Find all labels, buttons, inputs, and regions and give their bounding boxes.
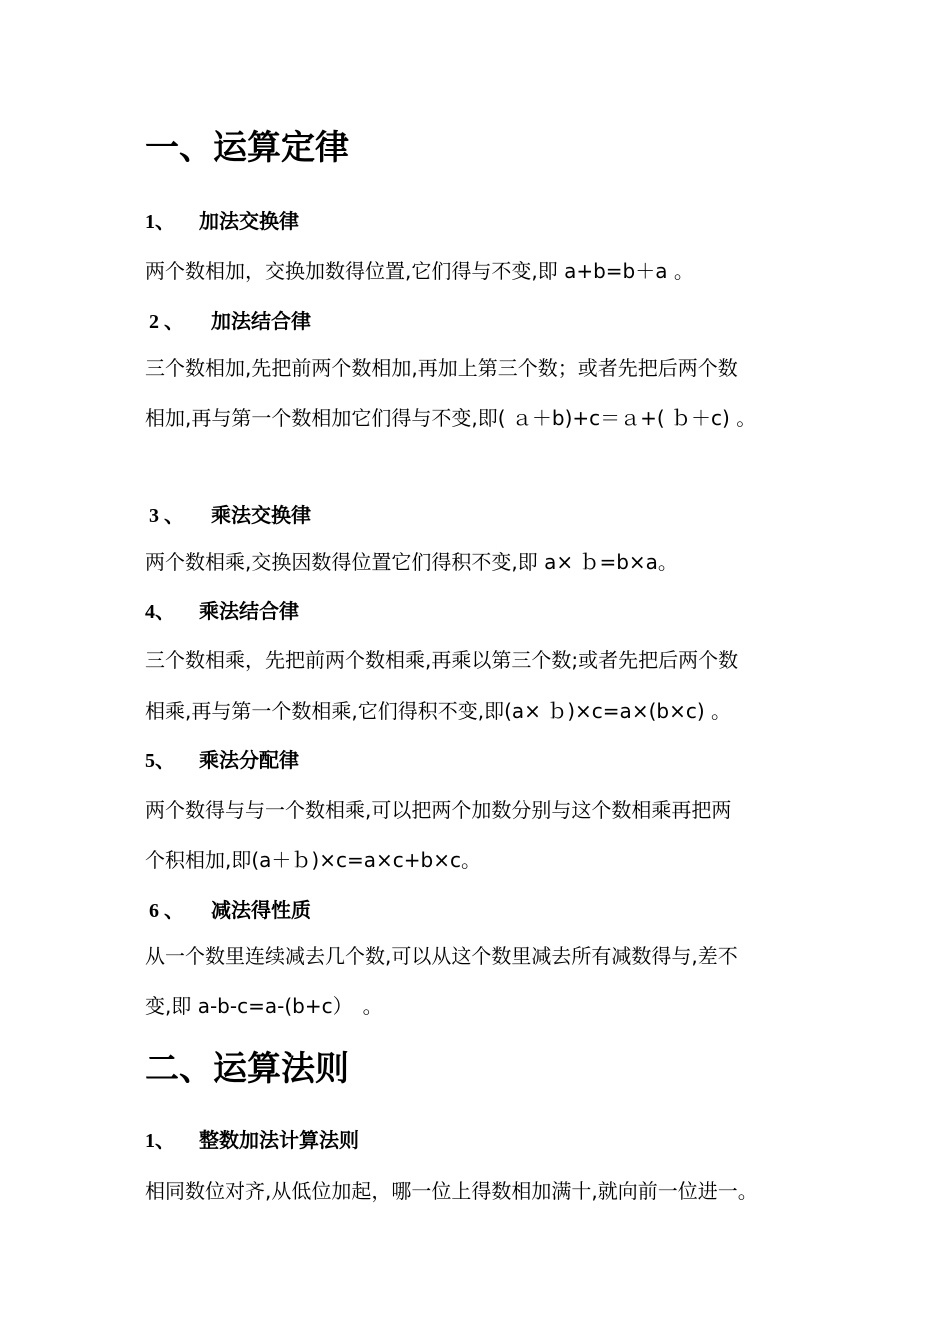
item-text-line: 两个数相乘,交换因数得位置它们得积不变,即 a× ｂ=b×a。 [145, 550, 678, 574]
item-heading-integer-addition-rule [145, 1127, 359, 1154]
item-text-line: 两个数相加，交换加数得位置,它们得与不变,即 a+b=b＋a 。 [145, 259, 694, 283]
item-text-line: 从一个数里连续减去几个数,可以从这个数里减去所有减数得与,差不 [145, 944, 738, 968]
item-heading-addition-commutative [145, 208, 299, 235]
item-text-line: 三个数相乘，先把前两个数相乘,再乘以第三个数;或者先把后两个数 [145, 648, 739, 672]
item-number: 5、 [145, 750, 175, 772]
item-number: 2 、 [149, 311, 184, 333]
item-title: 加法交换律 [199, 209, 299, 233]
item-number: 6 、 [149, 900, 184, 922]
section-title-laws: 一、运算定律 [145, 128, 349, 168]
item-title: 减法得性质 [211, 898, 311, 922]
item-number: 3 、 [149, 505, 184, 527]
item-text-line: 相加,再与第一个数相加它们得与不变,即( ａ＋b)+c＝ａ+( ｂ＋c) 。 [145, 406, 757, 430]
item-number: 4、 [145, 601, 175, 623]
item-heading-multiplication-commutative [145, 502, 311, 529]
item-heading-subtraction-property [145, 897, 311, 924]
item-heading-multiplication-associative [145, 598, 299, 625]
item-text-line: 变,即 a-b-c=a-(b+c） 。 [145, 994, 383, 1018]
item-text-line: 相乘,再与第一个数相乘,它们得积不变,即(a× ｂ)×c=a×(b×c) 。 [145, 699, 731, 723]
item-title: 乘法分配律 [199, 748, 299, 772]
item-text-line: 三个数相加,先把前两个数相加,再加上第三个数；或者先把后两个数 [145, 356, 738, 380]
item-text-line: 相同数位对齐,从低位加起，哪一位上得数相加满十,就向前一位进一。 [145, 1179, 758, 1203]
item-number: 1、 [145, 211, 175, 233]
item-number: 1、 [145, 1130, 175, 1152]
item-title: 乘法结合律 [199, 599, 299, 623]
item-heading-addition-associative [145, 308, 311, 335]
item-title: 乘法交换律 [211, 503, 311, 527]
item-title: 加法结合律 [211, 309, 311, 333]
item-text-line: 个积相加,即(a＋ｂ)×c=a×c+b×c。 [145, 848, 481, 872]
item-title: 整数加法计算法则 [199, 1128, 359, 1152]
item-text-line: 两个数得与与一个数相乘,可以把两个加数分别与这个数相乘再把两 [145, 798, 732, 822]
item-heading-multiplication-distributive [145, 747, 299, 774]
section-title-rules: 二、运算法则 [145, 1049, 349, 1089]
